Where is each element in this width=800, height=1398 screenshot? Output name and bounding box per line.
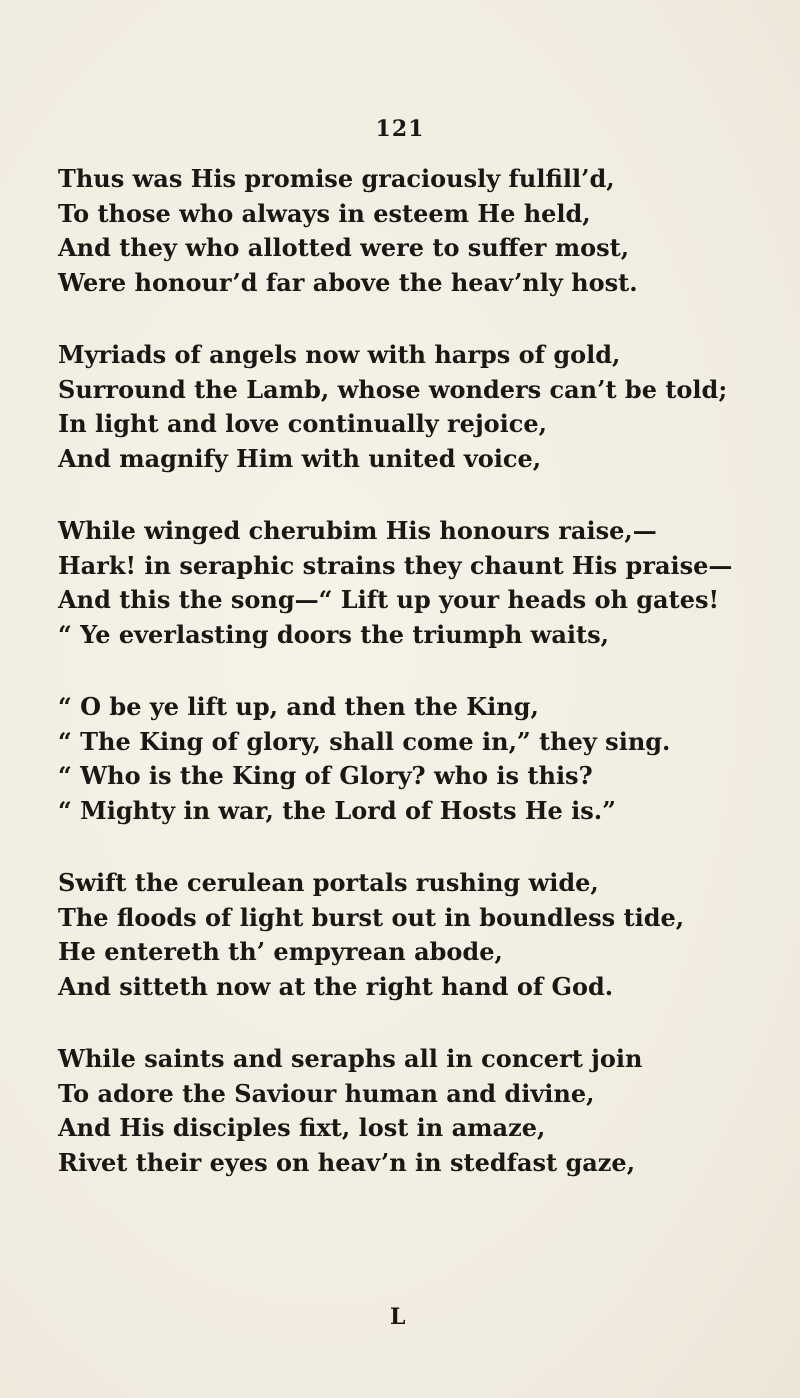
- stanza-6: [58, 1042, 778, 1180]
- poem-line: Hark! in seraphic strains they chaunt His praise—: [58, 550, 733, 580]
- poem-line: The floods of light burst out in boundless tide,: [58, 902, 685, 932]
- poem-line: And magnify Him with united voice,: [58, 443, 542, 473]
- poem-line: Surround the Lamb, whose wonders can’t be told;: [58, 374, 728, 404]
- page-number: 121: [375, 116, 425, 142]
- poem-line: “ Who is the King of Glory? who is this?: [58, 761, 593, 790]
- poem-line: To adore the Saviour human and divine,: [58, 1078, 595, 1108]
- stanza-4: [58, 690, 778, 828]
- poem-line: Myriads of angels now with harps of gold,: [58, 340, 621, 369]
- stanza-5: [58, 866, 778, 1004]
- stanza-3: [58, 514, 778, 652]
- stanza-1: [58, 162, 778, 300]
- poem-line: “ O be ye lift up, and then the King,: [58, 692, 539, 721]
- poem-line: To those who always in esteem He held,: [58, 198, 591, 228]
- poem-line: He entereth th’ empyrean abode,: [58, 937, 503, 966]
- poem-line: And this the song—“ Lift up your heads oh gates!: [58, 585, 720, 614]
- poem-line: Rivet their eyes on heav’n in stedfast gaze,: [58, 1147, 636, 1177]
- poem-line: Swift the cerulean portals rushing wide,: [58, 868, 599, 897]
- poem-line: And sitteth now at the right hand of God.: [58, 971, 614, 1001]
- poem-line: In light and love continually rejoice,: [58, 409, 547, 438]
- poem-line: While winged cherubim His honours raise,—: [58, 516, 657, 545]
- signature-mark: L: [390, 1304, 406, 1330]
- poem: [58, 162, 778, 1218]
- poem-line: While saints and seraphs all in concert join: [58, 1044, 643, 1073]
- poem-line: And His disciples fixt, lost in amaze,: [58, 1113, 546, 1142]
- poem-line: “ Mighty in war, the Lord of Hosts He is.”: [58, 795, 616, 825]
- poem-line: And they who allotted were to suffer most,: [58, 233, 630, 262]
- stanza-2: [58, 338, 778, 476]
- poem-line: “ Ye everlasting doors the triumph waits,: [58, 619, 609, 649]
- poem-line: Thus was His promise graciously fulfill’d,: [58, 164, 615, 193]
- poem-line: Were honour’d far above the heav’nly host.: [58, 267, 638, 297]
- poem-line: “ The King of glory, shall come in,” they sing.: [58, 726, 671, 756]
